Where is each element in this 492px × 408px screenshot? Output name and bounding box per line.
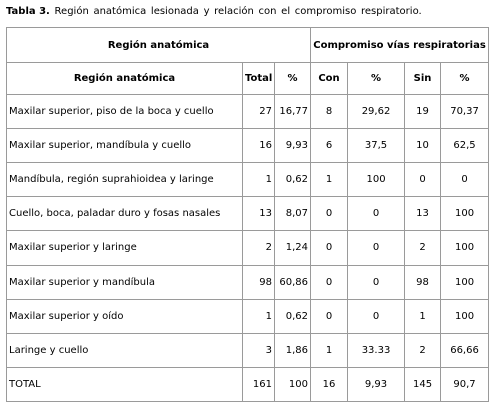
cell-sin-percent: 90,7 xyxy=(441,367,489,401)
cell-total: 16 xyxy=(243,129,275,163)
table-row-total xyxy=(7,367,489,401)
column-header-region: Región anatómica xyxy=(7,63,243,95)
cell-total: 1 xyxy=(243,299,275,333)
cell-total: 13 xyxy=(243,197,275,231)
table-row xyxy=(7,163,489,197)
cell-region: Mandíbula, región suprahioidea y laringe xyxy=(7,163,243,197)
cell-total: 161 xyxy=(243,367,275,401)
cell-region: Maxilar superior y laringe xyxy=(7,231,243,265)
cell-total: 2 xyxy=(243,231,275,265)
cell-sin-percent: 100 xyxy=(441,231,489,265)
cell-total-percent: 0,62 xyxy=(275,163,311,197)
table-row xyxy=(7,129,489,163)
cell-con: 0 xyxy=(311,299,348,333)
group-header-respiratory: Compromiso vías respiratorias xyxy=(311,28,489,63)
cell-total: 98 xyxy=(243,265,275,299)
column-header-sin: Sin xyxy=(405,63,441,95)
cell-con: 8 xyxy=(311,95,348,129)
cell-sin: 145 xyxy=(405,367,441,401)
table-row xyxy=(7,299,489,333)
cell-sin-percent: 100 xyxy=(441,197,489,231)
column-header-total: Total xyxy=(243,63,275,95)
cell-total-percent: 100 xyxy=(275,367,311,401)
cell-total-percent: 9,93 xyxy=(275,129,311,163)
cell-con: 1 xyxy=(311,163,348,197)
cell-con-percent: 37,5 xyxy=(348,129,405,163)
cell-region: Maxilar superior, mandíbula y cuello xyxy=(7,129,243,163)
cell-total: 27 xyxy=(243,95,275,129)
table-caption-label: Tabla 3. xyxy=(6,6,50,17)
cell-con-percent: 9,93 xyxy=(348,367,405,401)
cell-con-percent: 33.33 xyxy=(348,333,405,367)
cell-region: TOTAL xyxy=(7,367,243,401)
table-body xyxy=(7,95,489,402)
table-row xyxy=(7,231,489,265)
table-row xyxy=(7,95,489,129)
cell-sin: 0 xyxy=(405,163,441,197)
column-header-con: Con xyxy=(311,63,348,95)
cell-con: 16 xyxy=(311,367,348,401)
cell-sin: 2 xyxy=(405,333,441,367)
cell-con-percent: 0 xyxy=(348,265,405,299)
cell-con-percent: 100 xyxy=(348,163,405,197)
cell-sin-percent: 100 xyxy=(441,299,489,333)
cell-con: 0 xyxy=(311,231,348,265)
cell-con-percent: 29,62 xyxy=(348,95,405,129)
column-header-con-percent: % xyxy=(348,63,405,95)
cell-region: Maxilar superior y oído xyxy=(7,299,243,333)
cell-sin-percent: 70,37 xyxy=(441,95,489,129)
column-header-row xyxy=(7,63,489,95)
table-row xyxy=(7,333,489,367)
cell-sin-percent: 100 xyxy=(441,265,489,299)
cell-sin: 2 xyxy=(405,231,441,265)
cell-con: 0 xyxy=(311,197,348,231)
column-header-total-percent: % xyxy=(275,63,311,95)
cell-total-percent: 1,86 xyxy=(275,333,311,367)
table-caption-text: Región anatómica lesionada y relación con el compromiso respiratorio. xyxy=(54,6,422,17)
cell-total-percent: 16,77 xyxy=(275,95,311,129)
cell-sin: 10 xyxy=(405,129,441,163)
cell-sin: 19 xyxy=(405,95,441,129)
cell-total: 1 xyxy=(243,163,275,197)
data-table xyxy=(6,27,489,402)
cell-region: Cuello, boca, paladar duro y fosas nasales xyxy=(7,197,243,231)
cell-total: 3 xyxy=(243,333,275,367)
cell-sin: 1 xyxy=(405,299,441,333)
cell-sin: 98 xyxy=(405,265,441,299)
group-header-region: Región anatómica xyxy=(7,28,311,63)
table-caption xyxy=(6,5,488,19)
cell-total-percent: 1,24 xyxy=(275,231,311,265)
cell-sin-percent: 66,66 xyxy=(441,333,489,367)
cell-total-percent: 0,62 xyxy=(275,299,311,333)
cell-con-percent: 0 xyxy=(348,231,405,265)
cell-sin-percent: 0 xyxy=(441,163,489,197)
group-header-row xyxy=(7,28,489,63)
cell-total-percent: 60,86 xyxy=(275,265,311,299)
cell-sin: 13 xyxy=(405,197,441,231)
table-row xyxy=(7,265,489,299)
table-row xyxy=(7,197,489,231)
cell-region: Maxilar superior y mandíbula xyxy=(7,265,243,299)
column-header-sin-percent: % xyxy=(441,63,489,95)
cell-con-percent: 0 xyxy=(348,299,405,333)
cell-con-percent: 0 xyxy=(348,197,405,231)
cell-sin-percent: 62,5 xyxy=(441,129,489,163)
cell-con: 6 xyxy=(311,129,348,163)
cell-con: 0 xyxy=(311,265,348,299)
cell-region: Maxilar superior, piso de la boca y cuello xyxy=(7,95,243,129)
cell-region: Laringe y cuello xyxy=(7,333,243,367)
cell-con: 1 xyxy=(311,333,348,367)
cell-total-percent: 8,07 xyxy=(275,197,311,231)
